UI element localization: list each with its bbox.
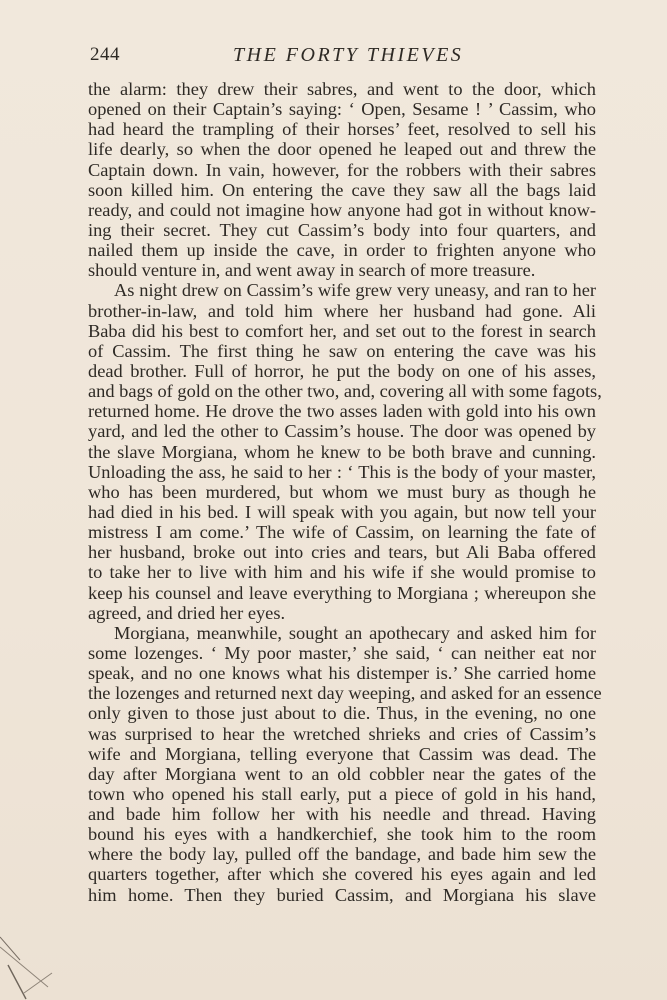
text-line: bound his eyes with a handkerchief, she took him to the room <box>88 824 596 845</box>
text-line: life dearly, so when the door opened he leaped out and threw the <box>88 139 596 160</box>
page-corner-mark <box>0 935 70 1000</box>
text-line: speak, and no one knows what his distemper is.’ She carried home <box>88 663 596 684</box>
text-line: soon killed him. On entering the cave they saw all the bags laid <box>88 179 596 200</box>
text-line: returned home. He drove the two asses laden with gold into his own <box>88 401 596 422</box>
text-line: to take her to live with him and his wife if she would promise to <box>88 562 596 583</box>
text-line: and bags of gold on the other two, and, covering all with some fagots, <box>88 381 602 402</box>
text-line: town who opened his stall early, put a piece of gold in his hand, <box>88 783 596 804</box>
text-line: quarters together, after which she covered his eyes again and led <box>88 864 596 885</box>
text-line: him home. Then they buried Cassim, and Morgiana his slave <box>88 884 596 905</box>
text-line: Unloading the ass, he said to her : ‘ This is the body of your master, <box>88 461 596 482</box>
text-line: had died in his bed. I will speak with you again, but now tell your <box>88 501 596 522</box>
text-line: the slave Morgiana, whom he knew to be both brave and cunning. <box>88 441 596 462</box>
text-line: only given to those just about to die. Thus, in the evening, no one <box>88 703 596 724</box>
text-line: Baba did his best to comfort her, and set out to the forest in search <box>88 320 596 341</box>
text-line: who has been murdered, but whom we must bury as though he <box>88 481 596 502</box>
text-line: yard, and led the other to Cassim’s house. The door was opened by <box>88 421 596 442</box>
running-title: THE FORTY THIEVES <box>233 44 464 66</box>
text-line: wife and Morgiana, telling everyone that Cassim was dead. The <box>88 743 596 764</box>
text-line: nailed them up inside the cave, in order to frighten anyone who <box>88 240 596 261</box>
text-line: keep his counsel and leave everything to Morgiana ; whereupon she <box>88 582 596 603</box>
text-line: and bade him follow her with his needle and thread. Having <box>88 804 596 825</box>
page-header <box>88 44 598 70</box>
text-line: some lozenges. ‘ My poor master,’ she said, ‘ can neither eat nor <box>88 642 596 663</box>
text-line: had heard the trampling of their horses’ feet, resolved to sell his <box>88 119 596 140</box>
text-line: Captain down. In vain, however, for the robbers with their sabres <box>88 159 596 180</box>
text-line: mistress I am come.’ The wife of Cassim, on learning the fate of <box>88 522 596 543</box>
text-line: brother-in-law, and told him where her husband had gone. Ali <box>88 300 596 321</box>
text-line: opened on their Captain’s saying: ‘ Open, Sesame ! ’ Cassim, who <box>88 99 596 120</box>
text-line: As night drew on Cassim’s wife grew very uneasy, and ran to her <box>114 280 596 301</box>
page-number: 244 <box>90 44 120 65</box>
text-line: where the body lay, pulled off the bandage, and bade him sew the <box>88 844 596 865</box>
text-line: should venture in, and went away in search of more treasure. <box>88 260 536 281</box>
text-line: the lozenges and returned next day weeping, and asked for an essence <box>88 683 602 704</box>
text-line: her husband, broke out into cries and tears, but Ali Baba offered <box>88 542 596 563</box>
text-line: was surprised to hear the wretched shrieks and cries of Cassim’s <box>88 723 596 744</box>
text-line: ready, and could not imagine how anyone had got in without know- <box>88 199 596 220</box>
text-line: of Cassim. The first thing he saw on entering the cave was his <box>88 340 596 361</box>
text-line: ing their secret. They cut Cassim’s body into four quarters, and <box>88 219 596 240</box>
text-line: the alarm: they drew their sabres, and went to the door, which <box>88 79 596 99</box>
body-text <box>88 79 602 905</box>
text-line: agreed, and dried her eyes. <box>88 602 286 623</box>
text-line: day after Morgiana went to an old cobbler near the gates of the <box>88 763 596 784</box>
text-line: Morgiana, meanwhile, sought an apothecary and asked him for <box>114 622 596 643</box>
text-line: dead brother. Full of horror, he put the body on one of his asses, <box>88 360 596 381</box>
